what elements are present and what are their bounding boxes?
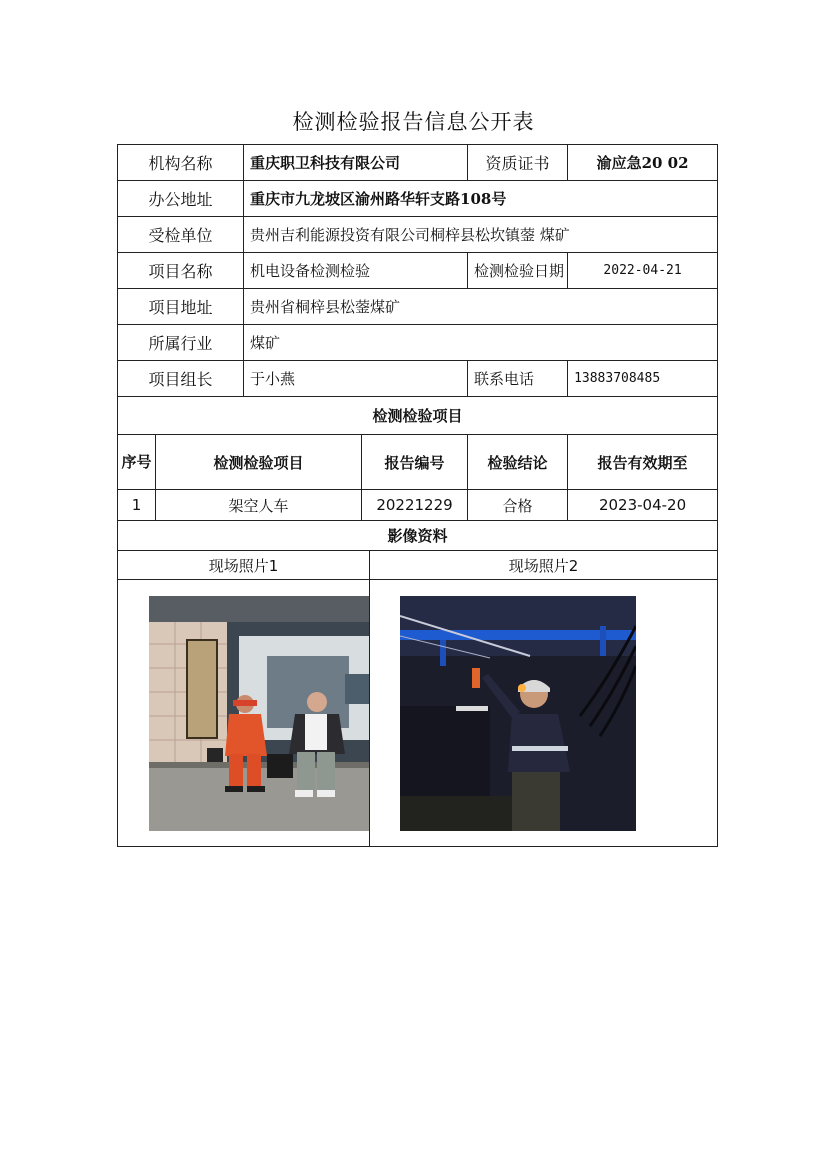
col-header-result: 检验结论 xyxy=(468,435,568,490)
org-name-label: 机构名称 xyxy=(118,145,244,181)
row-result: 合格 xyxy=(468,490,568,521)
org-name-value: 重庆职卫科技有限公司 xyxy=(244,145,468,181)
table-row xyxy=(118,490,718,521)
photo-2-image xyxy=(400,596,636,831)
client-value: 贵州吉利能源投资有限公司桐梓县松坎镇蓥 煤矿 xyxy=(244,217,718,253)
row-item: 架空人车 xyxy=(156,490,362,521)
industry-label: 所属行业 xyxy=(118,325,244,361)
addr-label: 办公地址 xyxy=(118,181,244,217)
cert-value: 渝应急20 02 xyxy=(568,145,718,181)
date-value: 2022-04-21 xyxy=(568,253,718,289)
col-header-item: 检测检验项目 xyxy=(156,435,362,490)
photo-1-scene xyxy=(149,596,370,831)
leader-value: 于小燕 xyxy=(244,361,468,397)
cert-label: 资质证书 xyxy=(468,145,568,181)
photo-1-label: 现场照片1 xyxy=(118,551,370,580)
images-section-title: 影像资料 xyxy=(118,521,718,551)
date-label: 检测检验日期 xyxy=(468,253,568,289)
project-value: 机电设备检测检验 xyxy=(244,253,468,289)
phone-value: 13883708485 xyxy=(568,361,718,397)
page-title: 检测检验报告信息公开表 xyxy=(292,110,535,134)
client-label: 受检单位 xyxy=(118,217,244,253)
addr-value: 重庆市九龙坡区渝州路华轩支路108号 xyxy=(244,181,718,217)
photo-1-cell xyxy=(118,580,370,847)
phone-label: 联系电话 xyxy=(468,361,568,397)
row-valid-until: 2023-04-20 xyxy=(568,490,718,521)
col-header-valid-until: 报告有效期至 xyxy=(568,435,718,490)
col-header-seq: 序号 xyxy=(118,435,156,490)
row-report-no: 20221229 xyxy=(362,490,468,521)
photo-1-image xyxy=(149,596,370,831)
site-value: 贵州省桐梓县松蓥煤矿 xyxy=(244,289,718,325)
row-seq: 1 xyxy=(118,490,156,521)
col-header-report-no: 报告编号 xyxy=(362,435,468,490)
items-section-title: 检测检验项目 xyxy=(118,397,718,435)
photo-2-label: 现场照片2 xyxy=(370,551,718,580)
site-label: 项目地址 xyxy=(118,289,244,325)
info-table xyxy=(117,144,718,847)
project-label: 项目名称 xyxy=(118,253,244,289)
photo-2-scene xyxy=(400,596,636,831)
leader-label: 项目组长 xyxy=(118,361,244,397)
photo-2-cell xyxy=(370,580,718,847)
industry-value: 煤矿 xyxy=(244,325,718,361)
